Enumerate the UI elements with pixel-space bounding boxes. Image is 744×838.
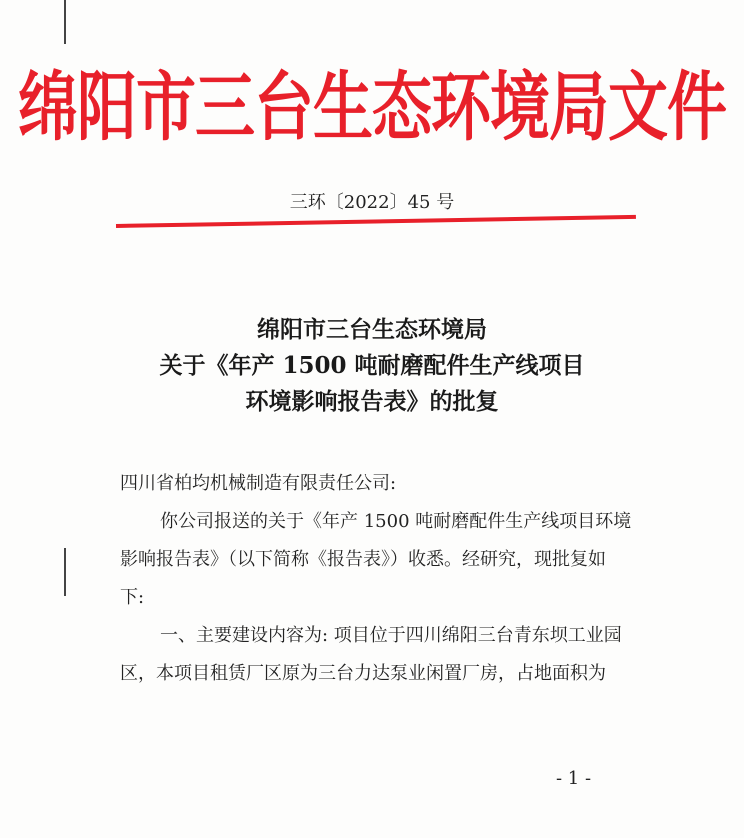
- addressee: 四川省柏均机械制造有限责任公司:: [120, 473, 397, 494]
- paragraph-1-line-3: 下:: [120, 587, 145, 608]
- document-header-title: 绵阳市三台生态环境局文件: [18, 64, 726, 152]
- document-number: 三环〔2022〕45 号: [289, 192, 455, 213]
- document-body: [120, 465, 680, 693]
- paragraph-2-line-1: 一、主要建设内容为: 项目位于四川绵阳三台青东坝工业园: [160, 625, 622, 646]
- subject-line-2: 关于《年产 1500 吨耐磨配件生产线项目: [159, 352, 585, 379]
- subject-line-3: 环境影响报告表》的批复: [245, 388, 499, 415]
- paragraph-1-line-2: 影响报告表》（以下简称《报告表》）收悉。经研究，现批复如: [120, 549, 606, 570]
- binding-mark-top: [64, 0, 66, 44]
- subject-line-1: 绵阳市三台生态环境局: [257, 316, 487, 343]
- paragraph-2-line-2: 区，本项目租赁厂区原为三台力达泵业闲置厂房，占地面积为: [120, 663, 606, 684]
- red-divider-line: [116, 215, 636, 228]
- binding-mark-middle: [64, 548, 66, 596]
- page-number: - 1 -: [556, 768, 592, 789]
- paragraph-1-line-1: 你公司报送的关于《年产 1500 吨耐磨配件生产线项目环境: [160, 511, 632, 532]
- document-subject: [0, 312, 744, 420]
